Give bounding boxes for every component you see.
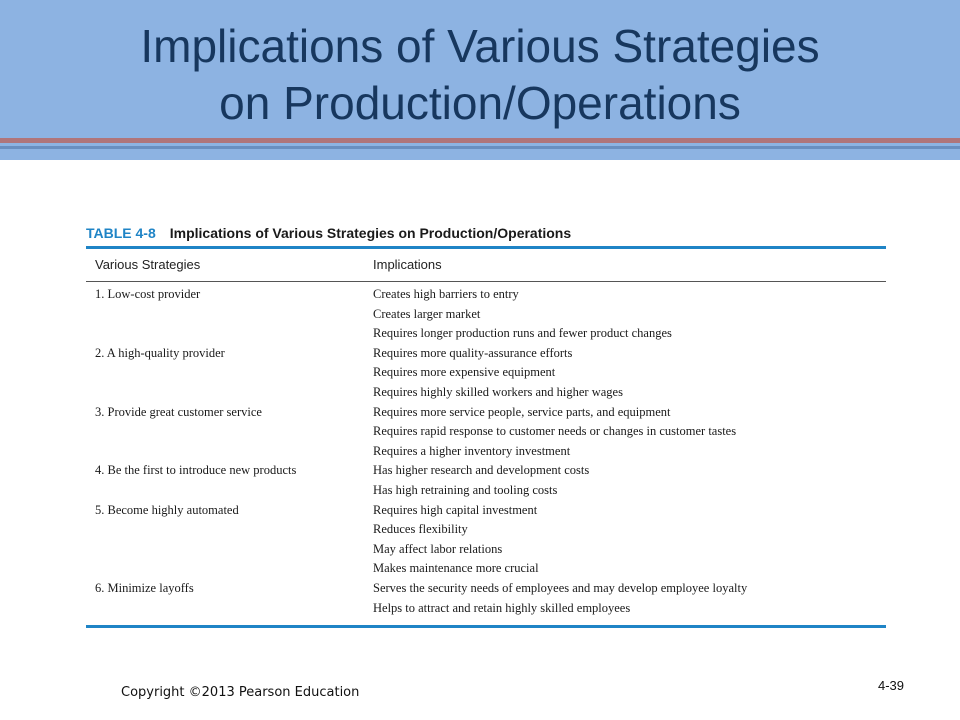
strategy-cell: 6. Minimize layoffs — [95, 580, 194, 595]
table-row — [86, 540, 886, 560]
table-caption — [86, 222, 886, 244]
table-row — [86, 344, 886, 364]
table-row — [86, 559, 886, 579]
table-row — [86, 363, 886, 383]
strategy-cell — [86, 481, 373, 501]
table-row — [86, 324, 886, 344]
table-row — [86, 305, 886, 325]
strategy-cell — [86, 324, 373, 344]
implication-cell: Helps to attract and retain highly skilled employees — [373, 600, 631, 615]
implication-cell: Has high retraining and tooling costs — [373, 482, 558, 497]
table-row — [86, 383, 886, 403]
strategy-cell — [86, 540, 373, 560]
table-row — [86, 422, 886, 442]
table-row — [86, 461, 886, 481]
strategy-cell — [86, 599, 373, 619]
implication-cell: Makes maintenance more crucial — [373, 561, 539, 576]
column-header-strategies: Various Strategies — [95, 257, 201, 272]
table-row — [86, 403, 886, 423]
implication-cell: Requires high capital investment — [373, 502, 538, 517]
strategy-cell — [86, 305, 373, 325]
strategy-cell — [86, 363, 373, 383]
strategy-cell: 2. A high-quality provider — [95, 345, 225, 360]
table-row — [86, 579, 886, 599]
table-row — [86, 285, 886, 305]
slide-title — [0, 18, 960, 132]
strategy-cell: 1. Low-cost provider — [95, 287, 201, 301]
strategy-cell — [86, 520, 373, 540]
implication-cell: Requires more service people, service parts, and equipment — [373, 404, 671, 419]
strategy-cell: 5. Become highly automated — [95, 502, 239, 517]
implication-cell: Creates high barriers to entry — [373, 287, 519, 301]
copyright-text: Copyright ©2013 Pearson Education — [121, 685, 360, 700]
header-divider-rule — [0, 146, 960, 149]
page-number: 4-39 — [877, 678, 904, 693]
implication-cell: Requires a higher inventory investment — [373, 443, 571, 458]
strategy-table — [86, 222, 886, 628]
implication-cell: Requires longer production runs and fewer product changes — [373, 326, 672, 341]
table-body — [86, 282, 886, 621]
strategy-cell — [86, 442, 373, 462]
strategy-cell — [86, 559, 373, 579]
table-row — [86, 481, 886, 501]
implication-cell: Creates larger market — [373, 306, 481, 321]
implication-cell: Requires rapid response to customer needs or changes in customer tastes — [373, 424, 737, 439]
column-header-implications: Implications — [373, 257, 442, 272]
implication-cell: Requires more quality-assurance efforts — [373, 345, 573, 360]
table-caption-text: Implications of Various Strategies on Production/Operations — [169, 225, 572, 241]
strategy-cell: 4. Be the first to introduce new products — [95, 463, 297, 478]
table-number: TABLE 4-8 — [86, 225, 156, 241]
header-accent-rule — [0, 138, 960, 143]
table-header-row — [86, 249, 886, 282]
implication-cell: Reduces flexibility — [373, 522, 468, 537]
implication-cell: Serves the security needs of employees and may develop employee loyalty — [373, 580, 748, 595]
slide-title-line-1: Implications of Various Strategies — [140, 20, 820, 72]
implication-cell: Has higher research and development costs — [373, 463, 590, 478]
implication-cell: Requires highly skilled workers and higher wages — [373, 384, 623, 399]
table-row — [86, 501, 886, 521]
table-bottom-rule — [86, 625, 886, 628]
table-row — [86, 442, 886, 462]
implication-cell: Requires more expensive equipment — [373, 365, 556, 380]
slide-header — [0, 0, 960, 160]
table-row — [86, 520, 886, 540]
strategy-cell — [86, 383, 373, 403]
table-row — [86, 599, 886, 619]
strategy-cell — [86, 422, 373, 442]
slide-title-line-2: on Production/Operations — [219, 77, 741, 129]
strategy-cell: 3. Provide great customer service — [95, 404, 262, 419]
implication-cell: May affect labor relations — [373, 541, 503, 556]
